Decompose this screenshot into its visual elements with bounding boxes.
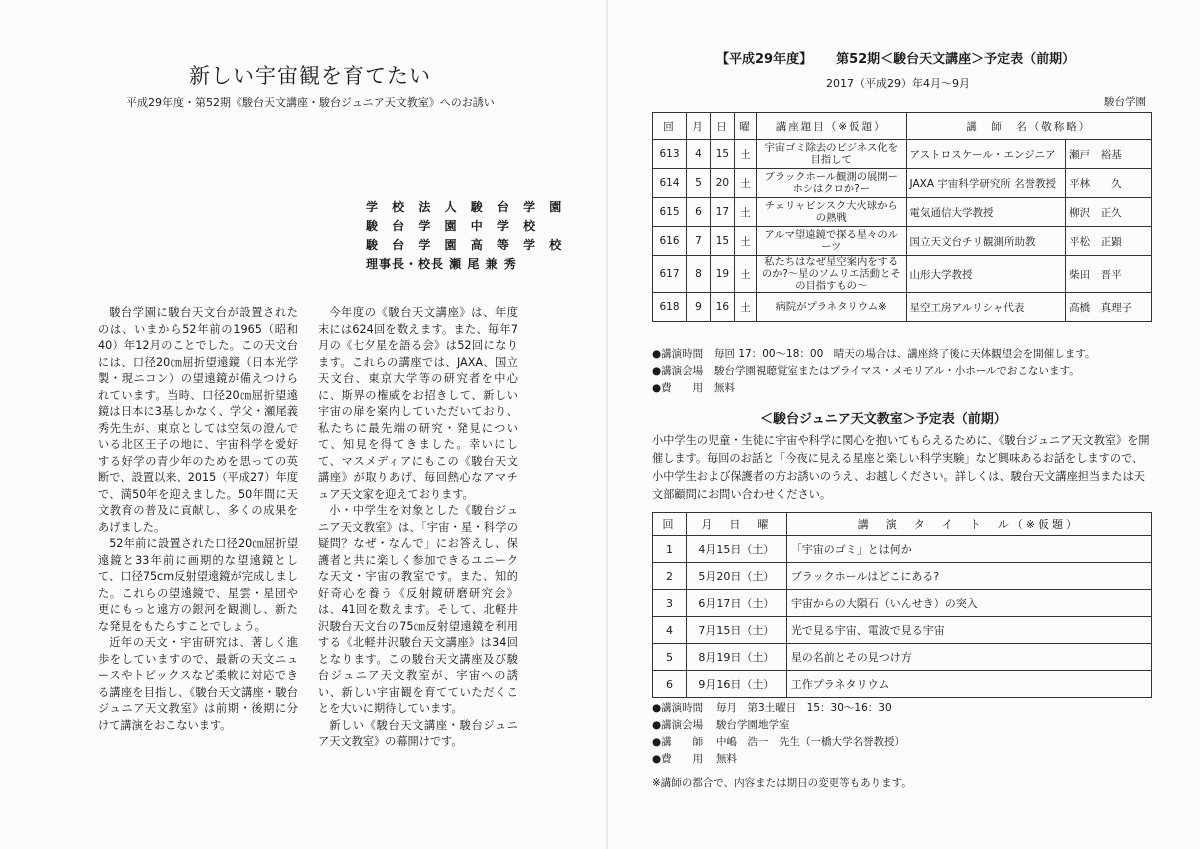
cell-weekday: 土 [734,227,756,256]
cell-day: 20 [710,169,734,198]
schedule-year: 【平成29年度】 [716,52,813,67]
table-row [653,671,1152,698]
cell-speaker: 瀬戸 裕基 [1066,140,1152,169]
table-row [653,563,1152,590]
note-line: ●講演時間 毎回 17：00〜18：00 晴天の場合は、講座終了後に天体観望会を開催します。 [652,348,1096,360]
cell-lecture-title: 病院がプラネタリウム※ [756,293,906,322]
paragraph: 今年度の《駿台天文講座》は、年度末には624回を数えます。また、毎年7月の《七夕星を語る会》は52回になります。これらの講座では、JAXA、国立天文台、東京大学等の研究者を中心に、斯界の権威をお招きして、新しい宇宙の扉を案内していただいており、私たちに最先端の研究・発見について、知見を得てきました。幸いにして、マスメディアにもこの《駿台天文講座》が取りあげ、毎回熱心なアマチュア天文家を迎えております。 [318,306,518,501]
cell-number: 614 [653,169,687,198]
note-line: ●講 師 中嶋 浩一 先生（一橋大学名誉教授） [652,736,905,748]
cell-talk-title: 「宇宙のゴミ」とは何か [786,536,1151,563]
cell-number: 6 [653,671,687,698]
cell-lecture-title: 宇宙ゴミ除去のビジネス化を目指して [756,140,906,169]
paragraph: 近年の天文・宇宙研究は、著しく進歩をしていますので、最新の天文ニュースやトピックスなど柔軟に対応できる講座を目指し、《駿台天文講座・駿台ジュニア天文教室》は前期・後期に分けて講演をおこないます。 [98,636,298,732]
cell-speaker: 柳沢 正久 [1066,198,1152,227]
cell-day: 15 [710,227,734,256]
cell-weekday: 土 [734,198,756,227]
cell-weekday: 土 [734,169,756,198]
cell-speaker: 高橋 真理子 [1066,293,1152,322]
table-row [653,169,1152,198]
table-row [653,293,1152,322]
cell-affiliation: 電気通信大学教授 [906,198,1066,227]
cell-number: 613 [653,140,687,169]
lecture-notes [652,346,1095,397]
cell-affiliation: アストロスケール・エンジニア [906,140,1066,169]
organization-block [366,198,566,274]
cell-lecture-title: 私たちはなぜ星空案内をするのか?〜星のソムリエ活動とその目指すもの〜 [756,256,906,293]
cell-month: 4 [686,140,710,169]
cell-number: 4 [653,617,687,644]
header-cell: 講 師 名（敬称略） [906,113,1151,140]
note-line: ●講演会場 駿台学園地学室 [652,719,790,731]
cell-date: 7月15日（土） [686,617,786,644]
schedule-title [716,48,1075,67]
cell-weekday: 土 [734,293,756,322]
header-cell: 月 [686,113,710,140]
cell-number: 615 [653,198,687,227]
table-row [653,227,1152,256]
page-subtitle: 平成29年度・第52期《駿台天文講座・駿台ジュニア天文教室》へのお誘い [126,96,495,109]
org-line: 理事長・校長 瀬 尾 兼 秀 [366,257,517,271]
table-row [653,198,1152,227]
cell-affiliation: 国立天文台チリ観測所助教 [906,227,1066,256]
cell-talk-title: 光で見る宇宙、電波で見る宇宙 [786,617,1151,644]
paragraph: 52年前に設置された口径20㎝屈折望遠鏡と33年前に画期的な望遠鏡として、口径75cm反射望遠鏡が完成しました。これらの望遠鏡で、星雲・星団や更にもっと遠方の銀河を観測し、新たな発見をもたらすことでしょう。 [98,537,298,633]
table-row [653,617,1152,644]
junior-table [652,512,1152,698]
cell-talk-title: ブラックホールはどこにある? [786,563,1151,590]
cell-date: 5月20日（土） [686,563,786,590]
cell-talk-title: 宇宙からの大隕石（いんせき）の突入 [786,590,1151,617]
cell-number: 2 [653,563,687,590]
cell-lecture-title: チェリャビンスク大火球からの熱戦 [756,198,906,227]
cell-number: 1 [653,536,687,563]
cell-affiliation: JAXA 宇宙科学研究所 名誉教授 [906,169,1066,198]
org-line: 駿 台 学 園 中 学 校 [366,219,541,233]
table-row [653,644,1152,671]
cell-speaker: 柴田 晋平 [1066,256,1152,293]
cell-day: 16 [710,293,734,322]
cell-date: 4月15日（土） [686,536,786,563]
body-column-1 [98,305,298,734]
cell-number: 616 [653,227,687,256]
org-line: 駿 台 学 園 高 等 学 校 [366,238,567,252]
cell-weekday: 土 [734,256,756,293]
cell-month: 6 [686,198,710,227]
cell-affiliation: 山形大学教授 [906,256,1066,293]
body-column-2 [318,305,518,751]
paragraph: 駿台学園に駿台天文台が設置されたのは、いまから52年前の1965（昭和40）年12月のことでした。この天文台には、口径20㎝屈折望遠鏡（日本光学製・現ニコン）の望遠鏡が備えつけられています。当時、口径20㎝屈折望遠鏡は日本に3基しかなく、学父・瀬尾義秀先生が、東京としては空気の澄んでいる北区王子の地に、宇宙科学を愛好する好学の青少年のためを思っての英断で、設置以来、2015（平成27）年度で、満50年を迎えました。50年間に天文教育の普及に貢献し、多くの成果をあげました。 [98,306,298,534]
table-row [653,256,1152,293]
schedule-main-title: 第52期＜駿台天文講座＞予定表（前期） [836,52,1076,67]
table-header-row [653,113,1152,140]
table-row [653,590,1152,617]
header-cell: 曜 [734,113,756,140]
cell-number: 618 [653,293,687,322]
header-cell: 講 演 タ イ ト ル（※仮題） [786,513,1151,536]
cell-lecture-title: ブラックホール観測の展開ーホシはクロか?ー [756,169,906,198]
footnote: ※講師の都合で、内容または期日の変更等もあります。 [652,777,912,789]
cell-speaker: 平林 久 [1066,169,1152,198]
cell-month: 8 [686,256,710,293]
header-cell: 月 日 曜 [686,513,786,536]
cell-month: 7 [686,227,710,256]
cell-date: 9月16日（土） [686,671,786,698]
cell-talk-title: 工作プラネタリウム [786,671,1151,698]
cell-day: 17 [710,198,734,227]
note-line: ●費 用 無料 [652,382,735,394]
cell-date: 6月17日（土） [686,590,786,617]
header-cell: 日 [710,113,734,140]
table-row [653,140,1152,169]
page-title: 新しい宇宙観を育てたい [189,64,431,88]
paragraph: 新しい《駿台天文講座・駿台ジュニア天文教室》の幕開けです。 [318,718,518,748]
cell-number: 5 [653,644,687,671]
cell-speaker: 平松 正顕 [1066,227,1152,256]
paragraph: 小・中学生を対象とした《駿台ジュニア天文教室》は、「宇宙・星・科学の疑問？なぜ・なんで」にお答えし、保護者と共に楽しく参加できるユニークな天文・宇宙の教室です。また、知的好奇心を養う《反射鏡研磨研究会》は、41回を数えます。そして、北軽井沢駿台天文台の75㎝反射望遠鏡を利用する《北軽井沢駿台天文講座》は34回となります。この駿台天文講座及び駿台ジュニア天文教室が、宇宙への誘い、新しい宇宙観を育てていただくことを大いに期待しています。 [318,504,518,715]
junior-description: 小中学生の児童・生徒に宇宙や科学に関心を抱いてもらえるために、《駿台ジュニア天文教室》を開催します。毎回のお話と「今夜に見える星座と楽しい科学実験」など興味あるお話をしますので、小中学生および保護者の方お誘いのうえ、お越しください。詳しくは、駿台天文講座担当または天文部顧問にお問い合わせください。 [652,434,1150,501]
org-line: 学 校 法 人 駿 台 学 園 [366,200,567,214]
cell-number: 3 [653,590,687,617]
table-header-row [653,513,1152,536]
cell-month: 5 [686,169,710,198]
cell-month: 9 [686,293,710,322]
note-line: ●費 用 無料 [652,753,737,765]
note-line: ●講演時間 毎月 第3土曜日 15：30〜16：30 [652,702,892,714]
cell-date: 8月19日（土） [686,644,786,671]
lecture-table [652,112,1152,322]
school-name: 駿台学園 [1104,96,1146,108]
table-row [653,536,1152,563]
cell-day: 19 [710,256,734,293]
header-cell: 回 [653,513,687,536]
header-cell: 回 [653,113,687,140]
header-cell: 講座題目（※仮題） [756,113,906,140]
cell-number: 617 [653,256,687,293]
cell-talk-title: 星の名前とその見つけ方 [786,644,1151,671]
junior-title: ＜駿台ジュニア天文教室＞予定表（前期） [760,412,1007,427]
junior-notes [652,700,905,768]
cell-lecture-title: アルマ望遠鏡で探る星々のルーツ [756,227,906,256]
cell-affiliation: 星空工房アルリシャ代表 [906,293,1066,322]
cell-weekday: 土 [734,140,756,169]
cell-day: 15 [710,140,734,169]
note-line: ●講演会場 駿台学園視聴覚室またはプライマス・メモリアル・小ホールでおこないます。 [652,365,1080,377]
